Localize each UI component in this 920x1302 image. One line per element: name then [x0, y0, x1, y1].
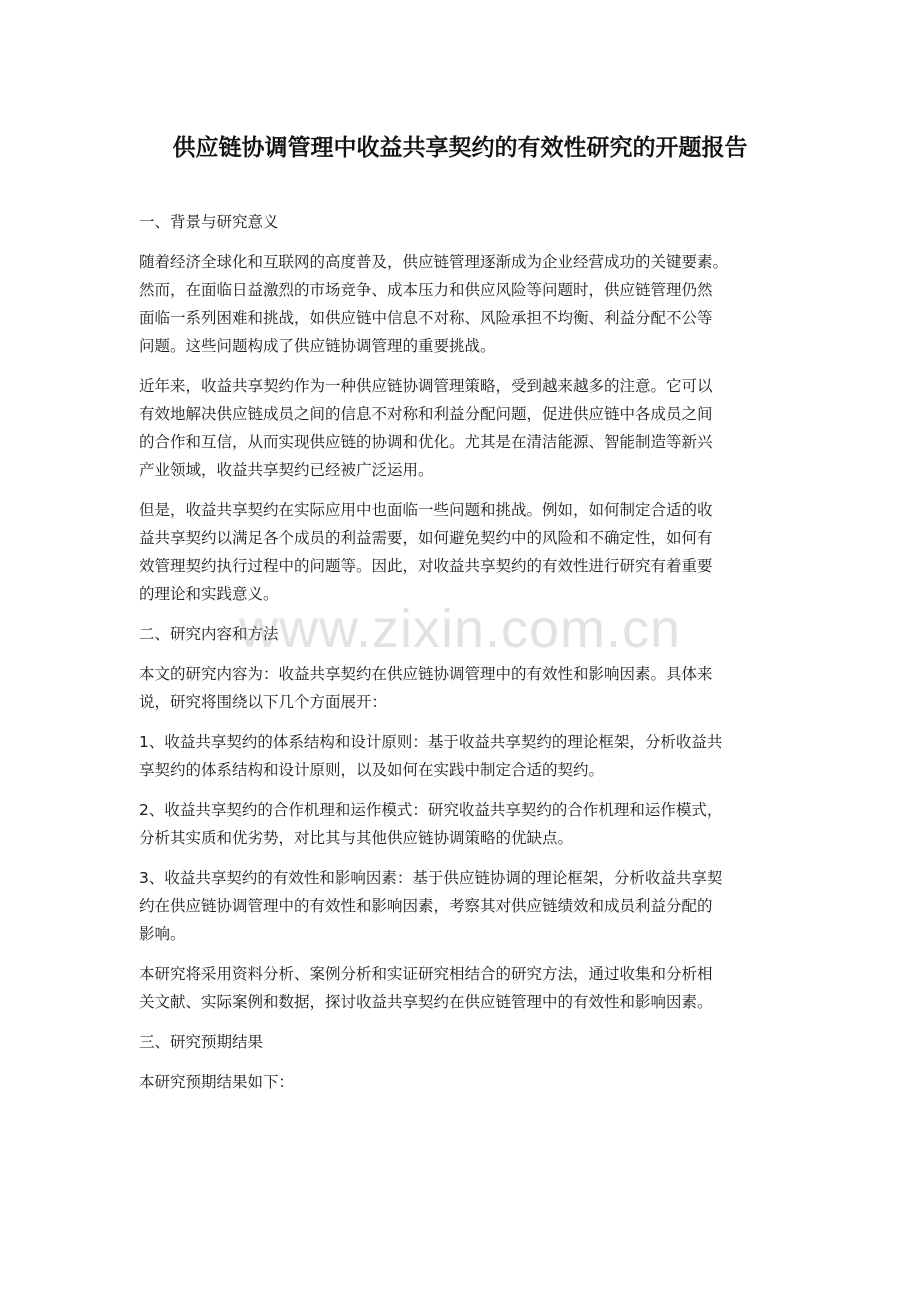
paragraph-line: 产业领域，收益共享契约已经被广泛运用。: [139, 461, 434, 479]
paragraph-line: 享契约的体系结构和设计原则，以及如何在实践中制定合适的契约。: [139, 761, 605, 779]
section-heading-expected-results: [139, 1028, 789, 1056]
paragraph: [139, 960, 789, 1016]
paragraph-line: 益共享契约以满足各个成员的利益需要，如何避免契约中的风险和不确定性，如何有: [139, 529, 713, 547]
paragraph-line: 影响。: [139, 925, 186, 943]
paragraph-line: 面临一系列困难和挑战，如供应链中信息不对称、风险承担不均衡、利益分配不公等: [139, 309, 713, 327]
paragraph-line: 然而，在面临日益激烈的市场竞争、成本压力和供应风险等问题时，供应链管理仍然: [139, 281, 713, 299]
paragraph: [139, 372, 789, 484]
heading-text: 一、背景与研究意义: [139, 213, 279, 231]
paragraph-line: 效管理契约执行过程中的问题等。因此，对收益共享契约的有效性进行研究有着重要: [139, 557, 713, 575]
paragraph-line: 1、收益共享契约的体系结构和设计原则：基于收益共享契约的理论框架，分析收益共: [139, 733, 723, 751]
paragraph: [139, 248, 789, 360]
paragraph-line: 约在供应链协调管理中的有效性和影响因素，考察其对供应链绩效和成员利益分配的: [139, 897, 713, 915]
paragraph-line: 分析其实质和优劣势，对比其与其他供应链协调策略的优缺点。: [139, 829, 574, 847]
paragraph: [139, 864, 789, 948]
paragraph-line: 3、收益共享契约的有效性和影响因素：基于供应链协调的理论框架，分析收益共享契: [139, 869, 723, 887]
paragraph-line: 的理论和实践意义。: [139, 585, 279, 603]
paragraph: [139, 660, 789, 716]
paragraph-line: 有效地解决供应链成员之间的信息不对称和利益分配问题，促进供应链中各成员之间: [139, 405, 713, 423]
paragraph: [139, 728, 789, 784]
section-heading-content-method: [139, 620, 789, 648]
paragraph-line: 本研究预期结果如下：: [139, 1073, 295, 1091]
paragraph: [139, 1068, 789, 1096]
paragraph-line: 随着经济全球化和互联网的高度普及，供应链管理逐渐成为企业经营成功的关键要素。: [139, 253, 729, 271]
document-body: [139, 208, 789, 1108]
section-heading-background: [139, 208, 789, 236]
paragraph-line: 的合作和互信，从而实现供应链的协调和优化。尤其是在清洁能源、智能制造等新兴: [139, 433, 713, 451]
document-title: 供应链协调管理中收益共享契约的有效性研究的开题报告: [172, 135, 748, 161]
paragraph-line: 但是，收益共享契约在实际应用中也面临一些问题和挑战。例如，如何制定合适的收: [139, 501, 713, 519]
paragraph-line: 关文献、实际案例和数据，探讨收益共享契约在供应链管理中的有效性和影响因素。: [139, 993, 713, 1011]
paragraph-line: 问题。这些问题构成了供应链协调管理的重要挑战。: [139, 337, 496, 355]
paragraph-line: 本研究将采用资料分析、案例分析和实证研究相结合的研究方法，通过收集和分析相: [139, 965, 713, 983]
heading-text: 二、研究内容和方法: [139, 625, 279, 643]
paragraph-line: 说，研究将围绕以下几个方面展开：: [139, 693, 388, 711]
paragraph-line: 2、收益共享契约的合作机理和运作模式：研究收益共享契约的合作机理和运作模式，: [139, 801, 723, 819]
paragraph-line: 本文的研究内容为：收益共享契约在供应链协调管理中的有效性和影响因素。具体来: [139, 665, 713, 683]
paragraph-line: 近年来，收益共享契约作为一种供应链协调管理策略，受到越来越多的注意。它可以: [139, 377, 713, 395]
watermark: www.zixin.com.cn: [238, 599, 682, 659]
heading-text: 三、研究预期结果: [139, 1033, 264, 1051]
paragraph: [139, 796, 789, 852]
paragraph: [139, 496, 789, 608]
